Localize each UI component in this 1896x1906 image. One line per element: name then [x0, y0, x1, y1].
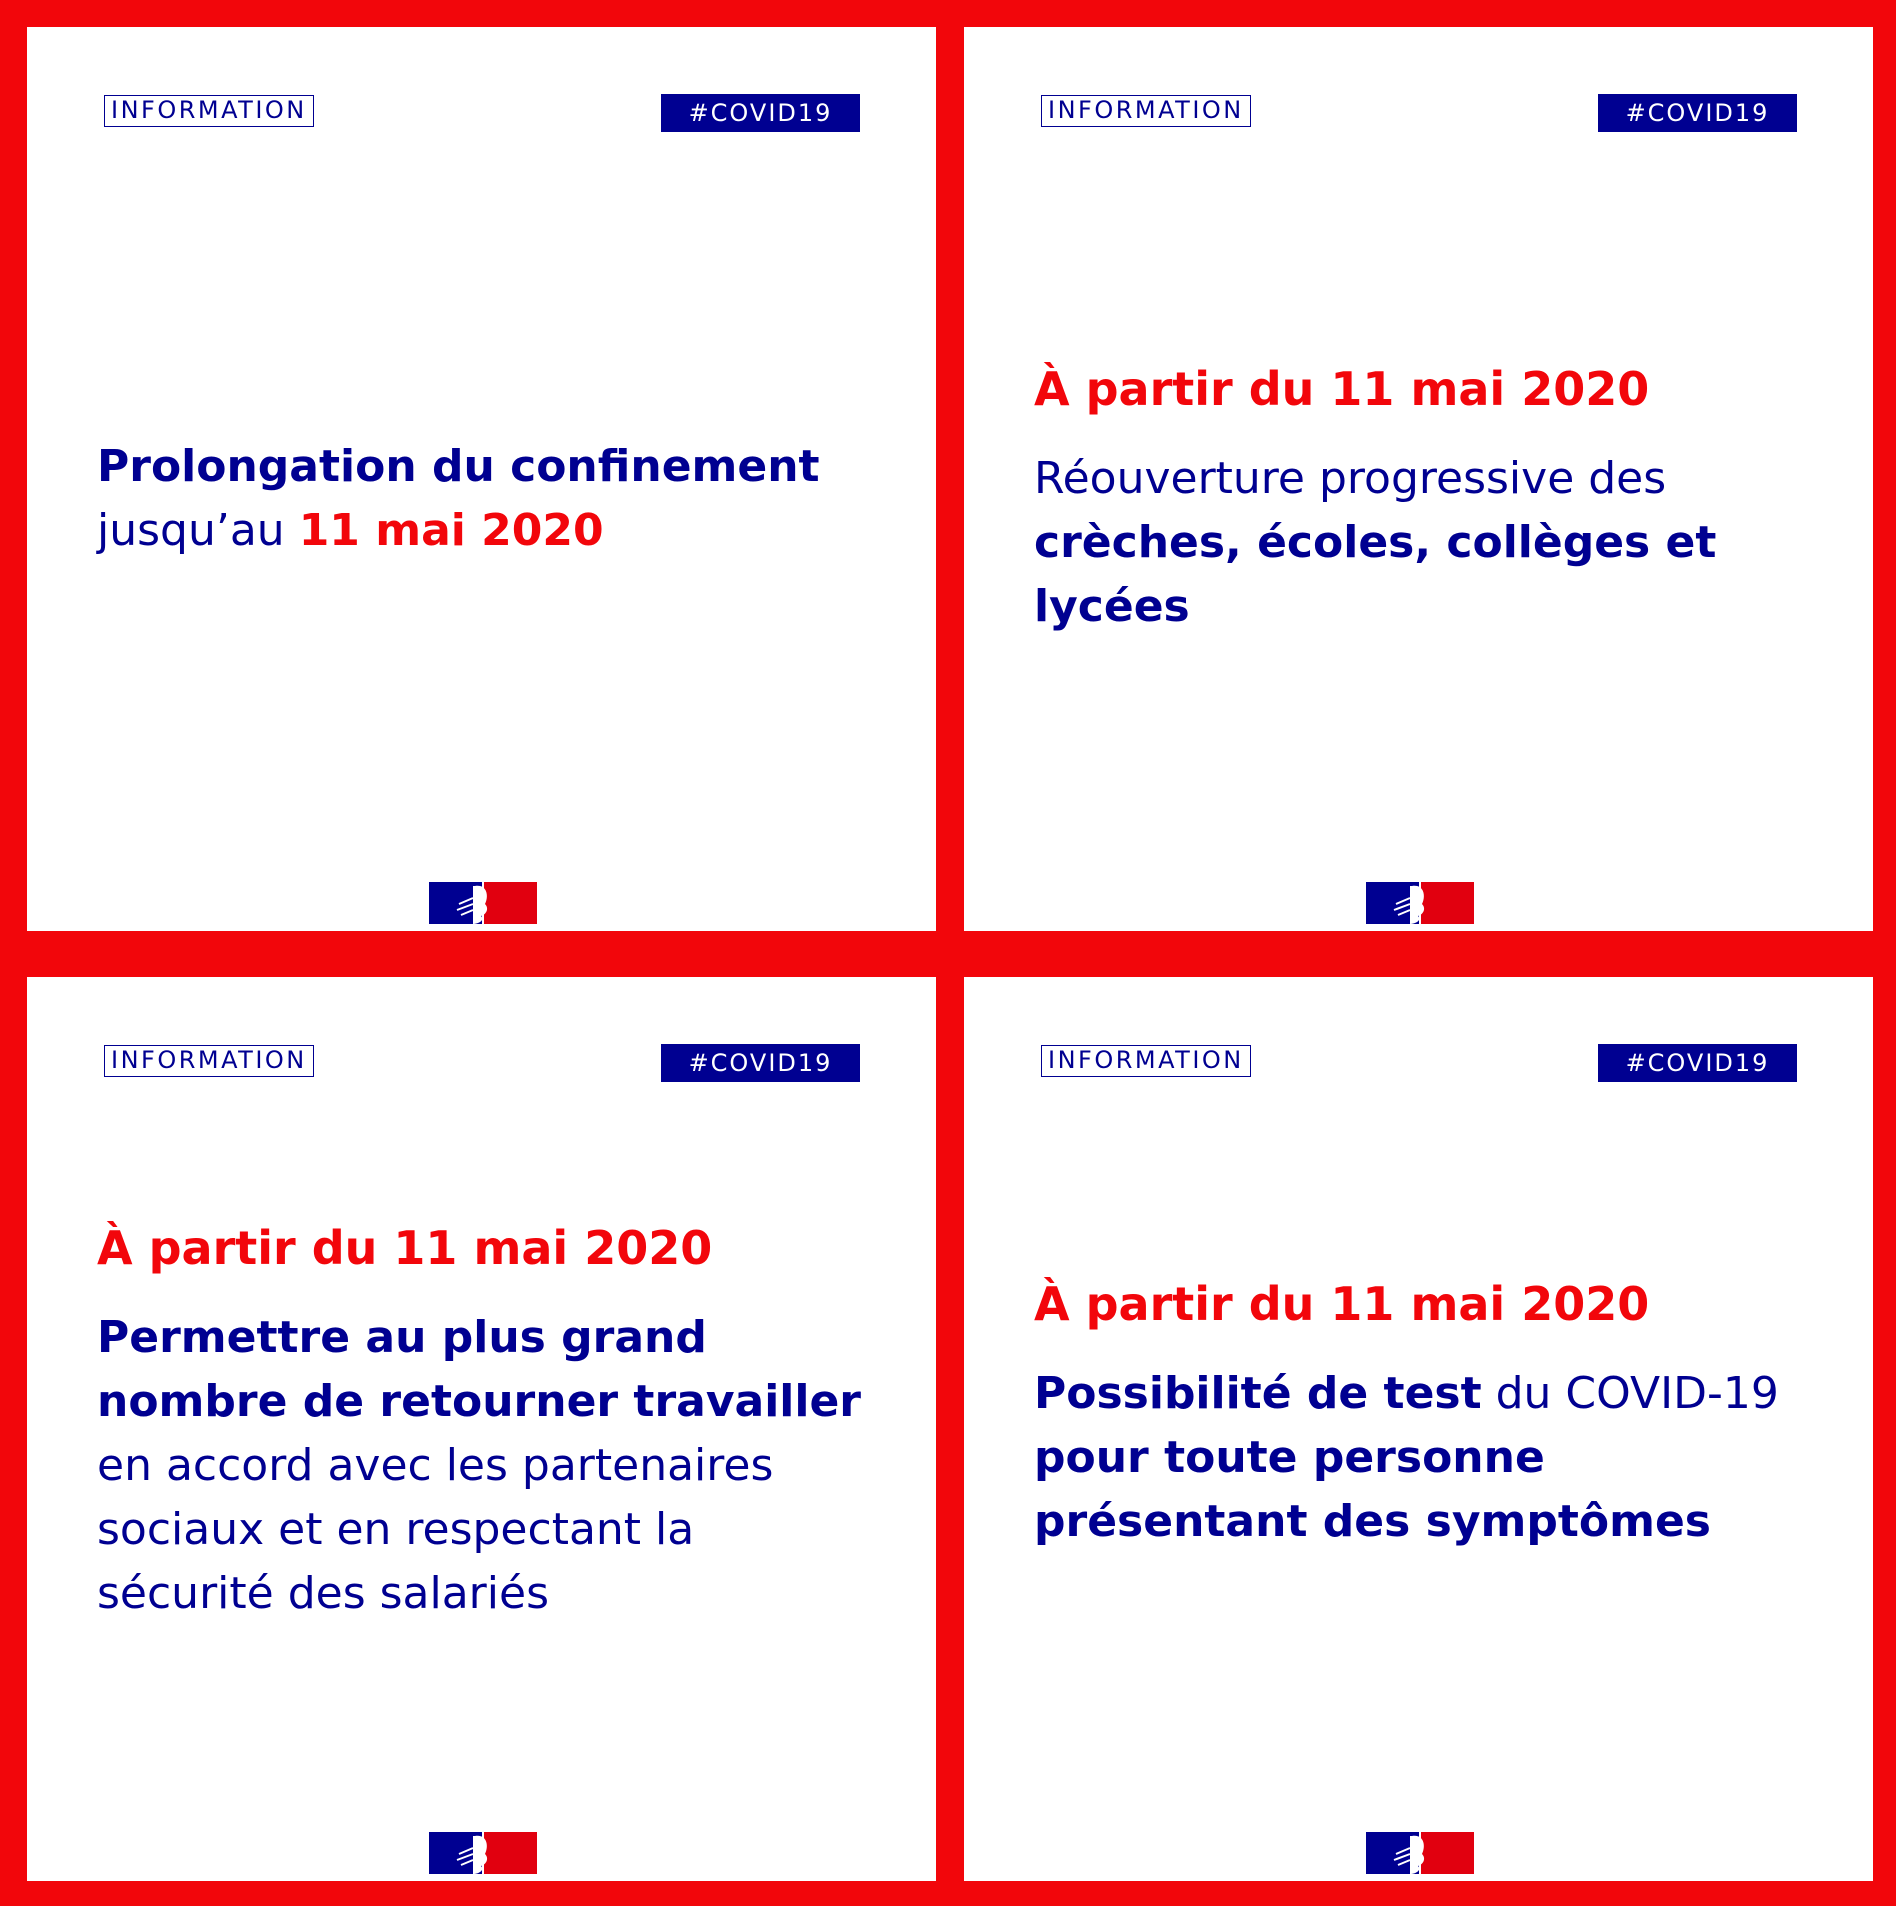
message-line — [97, 499, 927, 563]
marianne-logo-icon — [1355, 881, 1485, 931]
info-card-test — [964, 977, 1873, 1881]
covid19-hashtag: #COVID19 — [1598, 1044, 1797, 1082]
message-line-bold: crèches, écoles, collèges et — [1034, 517, 1717, 568]
message-line-bold: Permettre au plus grand — [97, 1312, 707, 1363]
message-line: sécurité des salariés — [97, 1568, 549, 1619]
message-line — [1034, 1362, 1864, 1426]
info-card-prolongation — [27, 27, 936, 931]
marianne-logo-icon — [1355, 1831, 1485, 1881]
card-message — [1034, 1272, 1864, 1554]
date-heading: À partir du 11 mai 2020 — [1034, 1277, 1650, 1331]
message-line-bold: lycées — [1034, 581, 1190, 632]
date-heading: À partir du 11 mai 2020 — [1034, 362, 1650, 416]
message-line: Réouverture progressive des — [1034, 453, 1667, 504]
message-line-bold: nombre de retourner travailler — [97, 1376, 862, 1427]
information-tag: INFORMATION — [1041, 1045, 1251, 1077]
message-text-bold: Possibilité de test — [1034, 1368, 1482, 1419]
information-tag: INFORMATION — [1041, 95, 1251, 127]
covid19-hashtag: #COVID19 — [661, 94, 860, 132]
info-card-reouverture — [964, 27, 1873, 931]
date-heading: À partir du 11 mai 2020 — [97, 1221, 713, 1275]
marianne-logo-icon — [418, 881, 548, 931]
message-date-red: 11 mai 2020 — [298, 505, 604, 556]
message-text: du COVID-19 — [1481, 1368, 1779, 1419]
marianne-logo-icon — [418, 1831, 548, 1881]
message-line-bold: Prolongation du confinement — [97, 441, 820, 492]
card-message — [97, 435, 927, 563]
message-text: jusqu’au — [97, 505, 299, 556]
card-message — [97, 1216, 927, 1626]
message-line: sociaux et en respectant la — [97, 1504, 695, 1555]
covid19-hashtag: #COVID19 — [661, 1044, 860, 1082]
information-tag: INFORMATION — [104, 1045, 314, 1077]
info-card-travail — [27, 977, 936, 1881]
message-line-bold: pour toute personne — [1034, 1432, 1545, 1483]
message-line: en accord avec les partenaires — [97, 1440, 774, 1491]
card-message — [1034, 357, 1864, 639]
information-tag: INFORMATION — [104, 95, 314, 127]
message-line-bold: présentant des symptômes — [1034, 1496, 1711, 1547]
covid19-hashtag: #COVID19 — [1598, 94, 1797, 132]
